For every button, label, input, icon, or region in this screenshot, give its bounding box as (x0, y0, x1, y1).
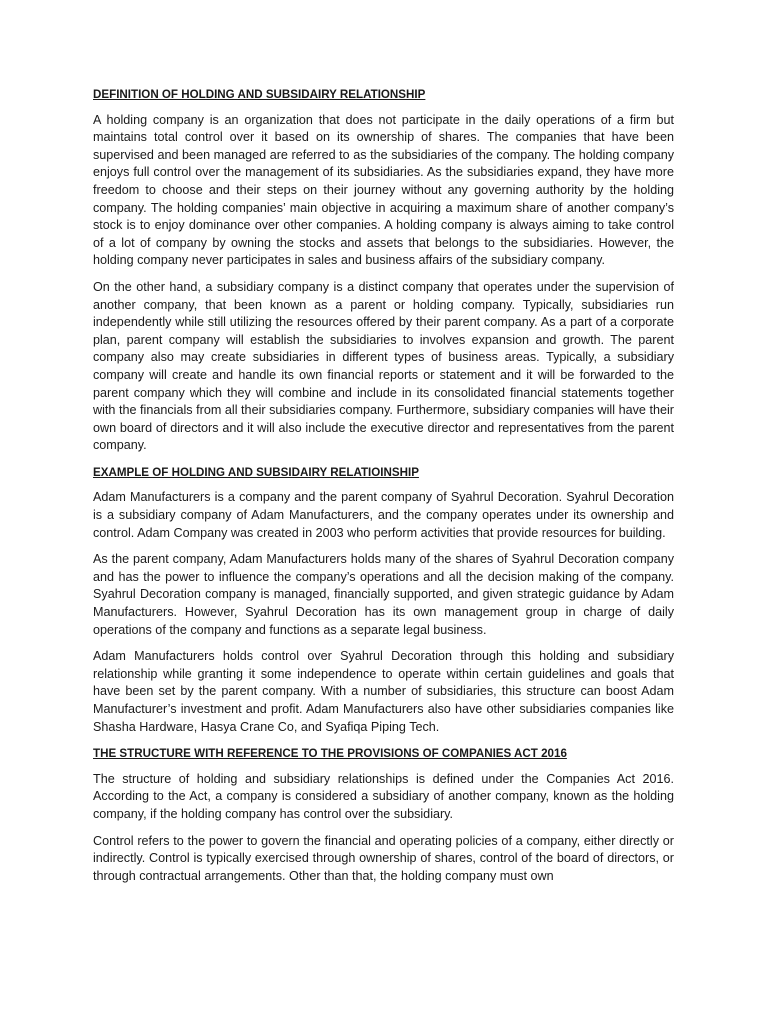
section-heading-example: EXAMPLE OF HOLDING AND SUBSIDAIRY RELATIOINSHIP (93, 465, 419, 479)
paragraph-subsidiary-company: On the other hand, a subsidiary company is a distinct company that operates under the supervision of another company, that been known as a parent or holding company. Typically, subsidiaries run independently while still utilizing the resources offered by their parent company. As a part of a corporate plan, parent company will establish the subsidiaries to involves expansion and growth. The parent company also may create subsidiaries in different types of business areas. Typically, a subsidiary company will create and handle its own financial reports or statement and it will be forwarded to the parent company which they will combine and include in its consolidated financial statements together with the financials from all their subsidiaries company. Furthermore, subsidiary companies will have their own board of directors and it will also include the executive director and representatives from the parent company. (93, 279, 674, 453)
paragraph-example-control: Adam Manufacturers holds control over Syahrul Decoration through this holding and subsidiary relationship while granting it some independence to operate within certain guidelines and goals that have been set by the parent company. With a number of subsidiaries, this structure can boost Adam Manufacturer’s investment and profit. Adam Manufacturers also have other subsidiaries companies like Shasha Hardware, Hasya Crane Co, and Syafiqa Piping Tech. (93, 649, 674, 734)
paragraph-structure-definition: The structure of holding and subsidiary relationships is defined under the Companies Act 2016. According to the Act, a company is considered a subsidiary of another company, known as the holding company, if the holding company has control over the subsidiary. (93, 771, 674, 821)
document-page (93, 86, 674, 894)
section-heading-structure: THE STRUCTURE WITH REFERENCE TO THE PROVISIONS OF COMPANIES ACT 2016 (93, 747, 567, 761)
paragraph-structure-control: Control refers to the power to govern the financial and operating policies of a company, either directly or indirectly. Control is typically exercised through ownership of shares, control of the board of directors, or through contractual arrangements. Other than that, the holding company must own (93, 833, 674, 883)
paragraph-example-parent: As the parent company, Adam Manufacturers holds many of the shares of Syahrul Decoration company and has the power to influence the company’s operations and all the decision making of the company. Syahrul Decoration company is managed, financially supported, and given strategic guidance by Adam Manufacturers. However, Syahrul Decoration has its own management group in charge of daily operations of the company and functions as a separate legal business. (93, 552, 674, 637)
section-heading-definition: DEFINITION OF HOLDING AND SUBSIDAIRY RELATIONSHIP (93, 88, 426, 101)
paragraph-example-intro: Adam Manufacturers is a company and the parent company of Syahrul Decoration. Syahrul Decoration is a subsidiary company of Adam Manufacturers, and the company operates under its ownership and control. Adam Company was created in 2003 who perform activities that provide resources for building. (93, 490, 674, 540)
paragraph-holding-company: A holding company is an organization that does not participate in the daily operations of a firm but maintains total control over it based on its ownership of shares. The companies that have been supervised and been managed are referred to as the subsidiaries of the company. The holding company enjoys full control over the management of its subsidiaries. As the subsidiaries expand, they have more freedom to choose and their steps on their journey without any governing authority by the holding company. The holding companies’ main objective in acquiring a maximum share of another company’s stock is to enjoy dominance over other companies. A holding company is always aiming to take control of a lot of company by owning the stocks and assets that belongs to the subsidiaries. However, the holding company never participates in sales and business affairs of the subsidiary company. (93, 112, 674, 268)
